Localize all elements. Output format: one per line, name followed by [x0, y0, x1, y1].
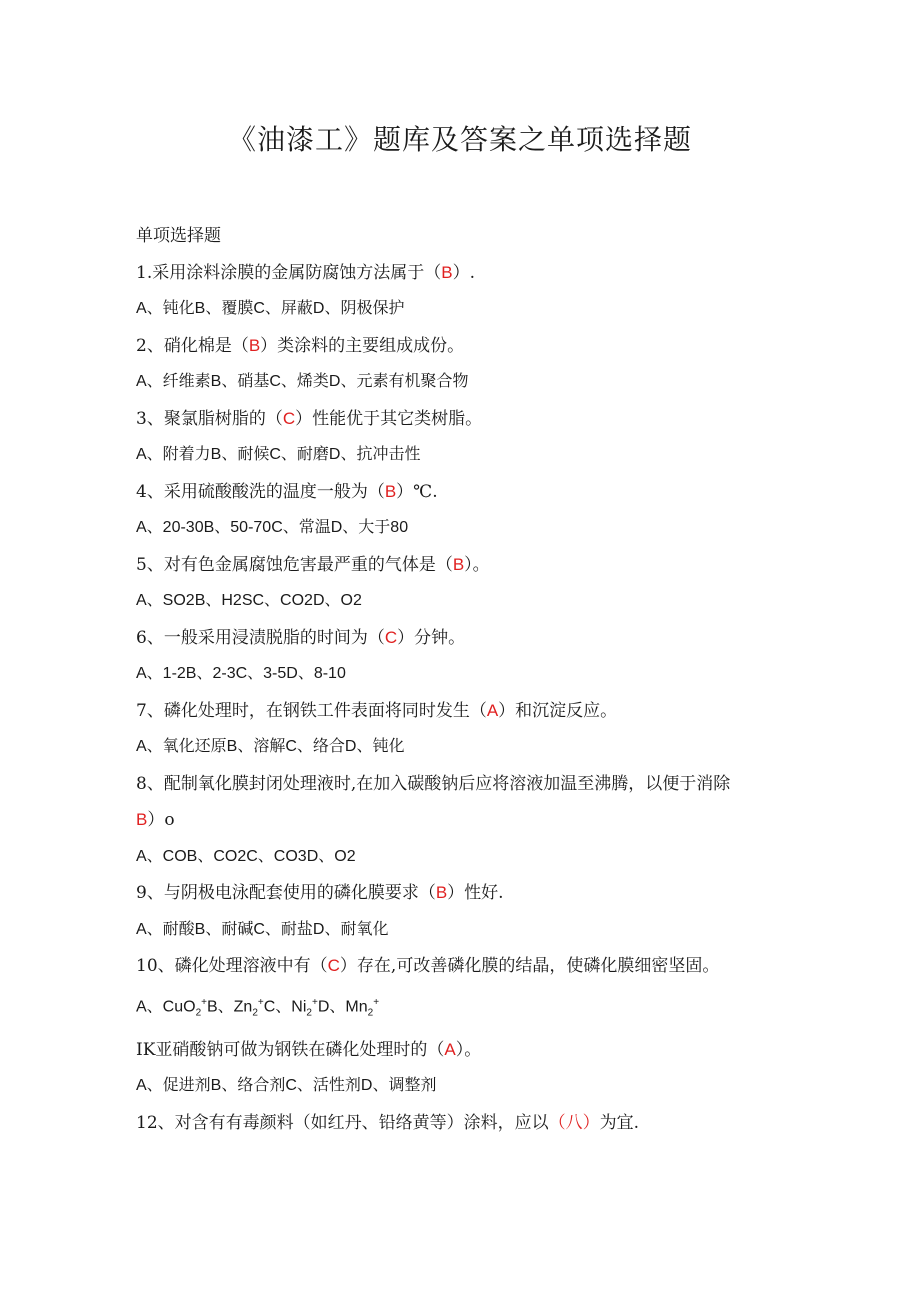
question-10: 10、磷化处理溶液中有（C）存在,可改善磷化膜的结晶，使磷化膜细密坚固。 — [136, 956, 720, 976]
question-3: 3、聚氯脂树脂的（C）性能优于其它类树脂。 — [136, 408, 483, 429]
question-4: 4、采用硫酸酸洗的温度一般为（B）℃. — [136, 481, 438, 502]
answer-11: A — [444, 1039, 456, 1059]
options-6: A、1-2B、2-3C、3-5D、8-10 — [136, 665, 346, 682]
options-10: A、CuO$_2$+B、$Zn_2^+C$、$Ni_2^+D$、$Mn_2^+$ — [136, 996, 380, 1019]
question-6: 6、一般采用浸渍脱脂的时间为（C）分钟。 — [136, 627, 466, 648]
options-9: A、耐酸B、耐碱C、耐盐D、耐氧化 — [136, 920, 389, 938]
question-11: IK亚硝酸钠可做为钢铁在磷化处理时的（A）。 — [136, 1039, 482, 1060]
question-2: 2、硝化棉是（B）类涂料的主要组成成份。 — [136, 335, 465, 356]
answer-3: C — [282, 408, 296, 428]
answer-12: （八） — [548, 1112, 600, 1133]
answer-7: A — [486, 700, 499, 720]
question-7: 7、磷化处理时，在钢铁工件表面将同时发生（A）和沉淀反应。 — [136, 700, 618, 721]
question-8-continued: B）o — [136, 810, 175, 830]
question-5: 5、对有色金属腐蚀危害最严重的气体是（B）。 — [136, 554, 490, 575]
question-list — [136, 218, 806, 1141]
page-title: 《油漆工》题库及答案之单项选择题 — [227, 123, 692, 156]
options-11: A、促进剂B、络合剂C、活性剂D、调整剂 — [136, 1077, 437, 1095]
options-1: A、钝化B、覆膜C、屏蔽D、阴极保护 — [136, 300, 405, 317]
answer-6: C — [384, 627, 398, 647]
answer-8: B — [136, 810, 148, 829]
answer-9: B — [435, 883, 448, 902]
question-12: 12、对含有有毒颜料（如红丹、铅络黄等）涂料，应以（八）为宜. — [136, 1112, 640, 1133]
section-heading: 单项选择题 — [136, 226, 221, 246]
answer-5: B — [452, 554, 465, 574]
options-5: A、SO2B、H2SC、CO2D、O2 — [136, 592, 362, 609]
options-7: A、氧化还原B、溶解C、络合D、钝化 — [136, 738, 405, 755]
options-2: A、纤维素B、硝基C、烯类D、元素有机聚合物 — [136, 373, 469, 390]
question-1: 1.采用涂料涂膜的金属防腐蚀方法属于（B）. — [136, 262, 475, 283]
answer-4: B — [384, 481, 397, 501]
options-4: A、20-30B、50-70C、常温D、大于80 — [136, 519, 409, 536]
question-8: 8、配制氧化膜封闭处理液时,在加入碳酸钠后应将溶液加温至沸腾，以便于消除 — [136, 773, 731, 794]
question-9: 9、与阴极电泳配套使用的磷化膜要求（B）性好. — [136, 883, 504, 903]
options-3: A、附着力B、耐候C、耐磨D、抗冲击性 — [136, 446, 421, 463]
answer-1: B — [441, 262, 453, 282]
options-8: A、COB、CO2C、CO3D、O2 — [136, 847, 356, 865]
answer-2: B — [248, 335, 261, 355]
answer-10: C — [327, 956, 340, 975]
